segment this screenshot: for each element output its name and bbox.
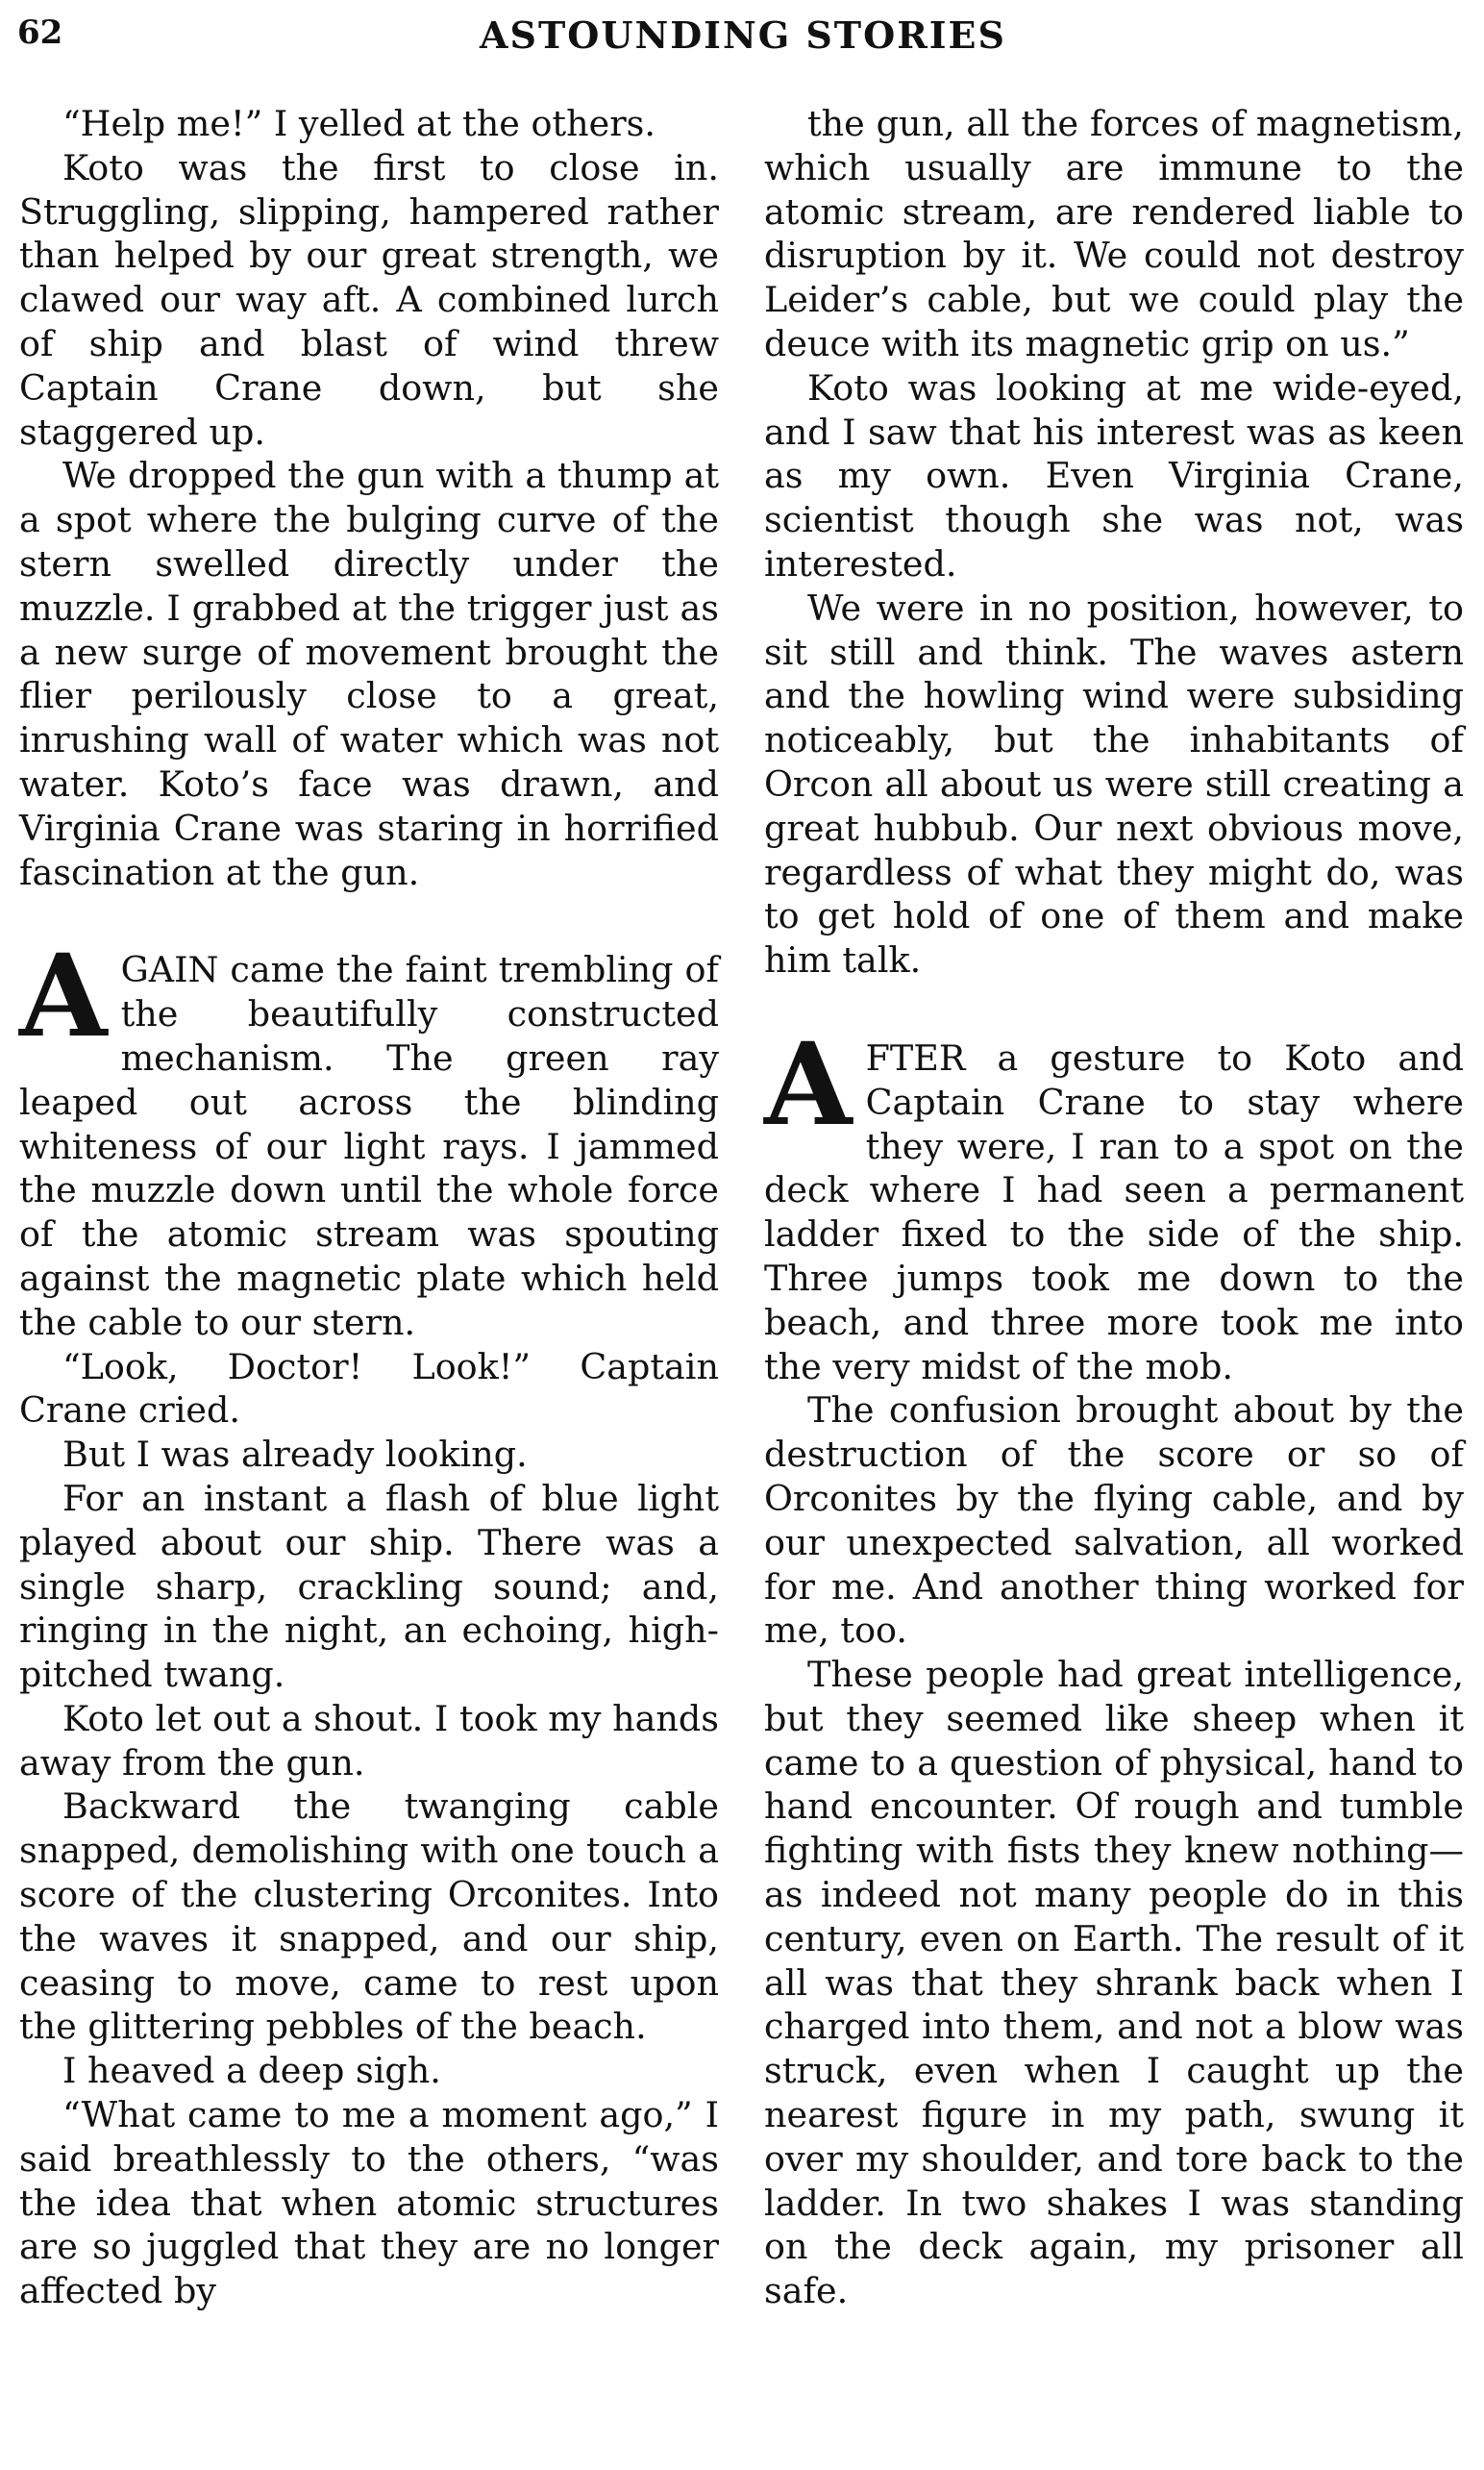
dropcap-paragraph (19, 929, 719, 1344)
paragraph: “Help me!” I yelled at the others. (62, 103, 655, 144)
paragraph: We dropped the gun with a thump at a spot where the bulging curve of the stern swelled directly under the muzzle. I grabbed at the trigger just as a new surge of movement brought the flier perilously close to a great, inrushing wall of water which was not water. Koto’s face was drawn, and Virginia Crane was staring in horrified fascination at the gun. (19, 455, 719, 893)
paragraph: “Look, Doctor! Look!” Captain Crane cried. (19, 1345, 719, 1432)
paragraph: For an instant a flash of blue light played about our ship. There was a single sharp, crackling sound; and, ringing in the night, an echoing, high-pitched twang. (19, 1477, 719, 1696)
paragraph: Koto was the first to close in. Struggling, slipping, hampered rather than helped by our great strength, we clawed our way aft. A combined lurch of ship and blast of wind threw Captain Crane down, but she staggered up. (19, 146, 719, 453)
paragraph: Koto let out a shout. I took my hands away from the gun. (19, 1697, 719, 1784)
paragraph: These people had great intelligence, but they seemed like sheep when it came to a question of physical, hand to hand encounter. Of rough and tumble fighting with fists they knew nothing—as indeed not many people do in this century, even on Earth. The result of it all was that they shrank back when I charged into them, and not a blow was struck, even when I caught up the nearest figure in my path, swung it over my shoulder, and tore back to the ladder. In two shakes I was standing on the deck again, my prisoner all safe. (764, 1654, 1464, 2312)
page-number: 62 (17, 13, 63, 52)
paragraph: I heaved a deep sigh. (62, 2050, 441, 2092)
paragraph: Backward the twanging cable snapped, demolishing with one touch a score of the clustering Orconites. Into the waves it snapped, and our ship, ceasing to move, came to rest upon the glittering pebbles of the beach. (19, 1785, 719, 2048)
drop-cap-letter: A (19, 929, 108, 1063)
paragraph: We were in no position, however, to sit still and think. The waves astern and the howling wind were subsiding noticeably, but the inhabitants of Orcon all about us were still creating a great hubbub. Our next obvious move, regardless of what they might do, was to get hold of one of them and make him talk. (764, 586, 1464, 982)
dropcap-paragraph-text: FTER a gesture to Koto and Captain Crane to stay where they were, I ran to a spot on the deck where I had seen a permanent ladder fixed to the side of the ship. Three jumps took me down to the beach, and three more took me into the very midst of the mob. (764, 1036, 1464, 1387)
dropcap-paragraph-text: GAIN came the faint trembling of the beautifully constructed mechanism. The green ray leaped out across the blinding whiteness of our light rays. I jammed the muzzle down until the whole force of the atomic stream was spouting against the magnetic plate which held the cable to our stern. (19, 949, 719, 1343)
paragraph: But I was already looking. (62, 1434, 528, 1476)
dropcap-paragraph (764, 1016, 1464, 1388)
paragraph: Koto was looking at me wide-eyed, and I saw that his interest was as keen as my own. Even Virginia Crane, scientist though she was not, was interested. (764, 366, 1464, 585)
drop-cap-letter: A (764, 1016, 853, 1151)
paragraph: The confusion brought about by the destruction of the score or so of Orconites by the flying cable, and by our unexpected salvation, all worked for me. And another thing worked for me, too. (764, 1389, 1464, 1652)
paragraph: “What came to me a moment ago,” I said breathlessly to the others, “was the idea that when atomic structures are so juggled that they are no longer affected by (19, 2094, 719, 2312)
left-column (19, 102, 719, 2313)
right-column (764, 102, 1464, 2313)
running-head-title: ASTOUNDING STORIES (480, 13, 1006, 57)
page-header (17, 8, 1469, 65)
paragraph: the gun, all the forces of magnetism, which usually are immune to the atomic stream, are rendered liable to disruption by it. We could not destroy Leider’s cable, but we could play the deuce with its magnetic grip on us.” (764, 103, 1464, 364)
